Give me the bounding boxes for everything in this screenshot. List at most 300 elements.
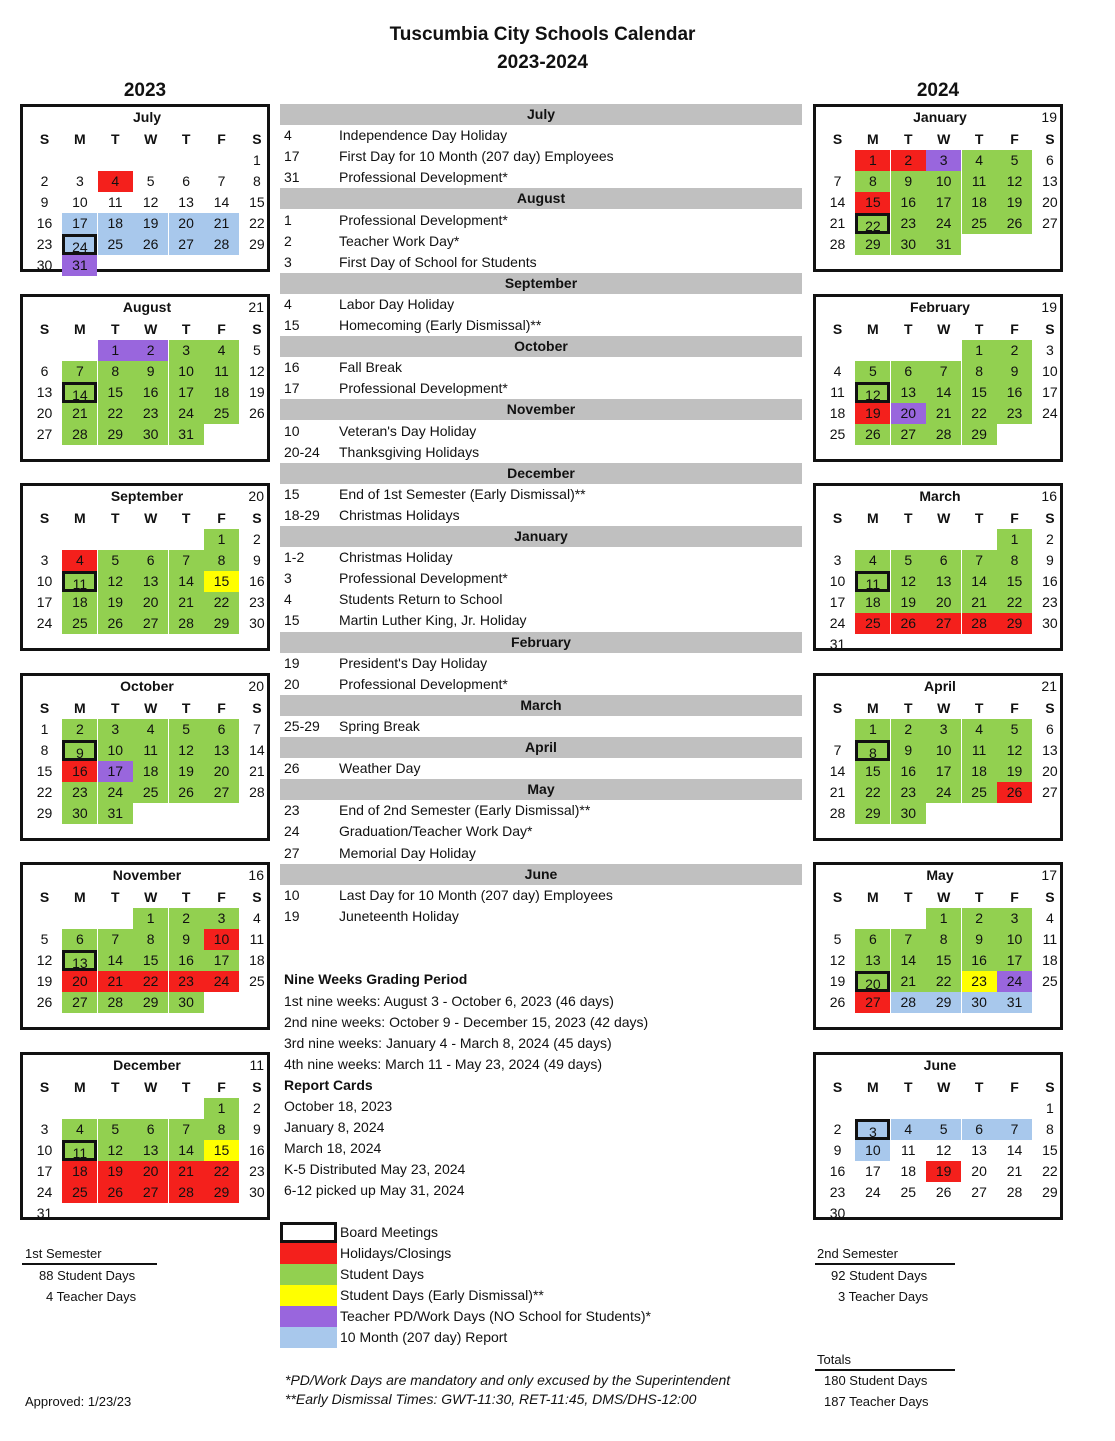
- calendar-day: 8: [98, 361, 133, 382]
- semester2-title: 2nd Semester: [817, 1246, 898, 1261]
- weekday-header: T: [974, 321, 984, 337]
- calendar-day: 3: [855, 1119, 890, 1140]
- event-row: [280, 210, 802, 231]
- event-date: 25-29: [284, 717, 320, 734]
- calendar-day: 6: [926, 550, 961, 571]
- month-name: February: [910, 299, 970, 315]
- event-date: 1: [284, 211, 292, 228]
- weekday-header: S: [39, 131, 50, 147]
- month-calendar-january: [813, 104, 1063, 272]
- event-month-header: September: [280, 273, 802, 294]
- calendar-day: 10: [829, 573, 846, 589]
- legend-label: Student Days: [340, 1266, 425, 1282]
- legend-swatch-pd: [280, 1306, 337, 1327]
- calendar-day: 11: [830, 384, 845, 400]
- calendar-day: 7: [169, 1119, 204, 1140]
- calendar-day: 7: [252, 721, 261, 737]
- weekday-header: M: [74, 1079, 86, 1095]
- calendar-day: 5: [40, 931, 49, 947]
- calendar-day: 26: [133, 234, 168, 255]
- calendar-day: 18: [204, 382, 239, 403]
- calendar-day: 18: [829, 405, 846, 421]
- calendar-day: 13: [891, 382, 926, 403]
- calendar-day: 11: [62, 1140, 97, 1161]
- calendar-day: 10: [997, 929, 1032, 950]
- weekday-header: M: [867, 700, 879, 716]
- calendar-day: 16: [891, 192, 926, 213]
- calendar-day: 31: [98, 803, 133, 824]
- calendar-day: 6: [133, 550, 168, 571]
- calendar-day: 1: [997, 529, 1032, 550]
- calendar-day: 17: [829, 594, 846, 610]
- weekday-header: F: [217, 131, 226, 147]
- weekday-header: F: [217, 700, 226, 716]
- weekday-header: F: [1010, 889, 1019, 905]
- weekday-header: T: [111, 1079, 120, 1095]
- month-calendar-december: [20, 1052, 270, 1220]
- month-calendar-june: [813, 1052, 1063, 1220]
- calendar-day: 4: [133, 719, 168, 740]
- month-name: May: [926, 867, 954, 883]
- calendar-day: 5: [252, 342, 261, 358]
- calendar-day: 19: [169, 761, 204, 782]
- event-description: Spring Break: [339, 717, 420, 734]
- event-description: Memorial Day Holiday: [339, 844, 476, 861]
- legend-label: 10 Month (207 day) Report: [340, 1329, 508, 1345]
- calendar-day: 14: [98, 950, 133, 971]
- calendar-day: 2: [133, 340, 168, 361]
- totals-teacher-days: 187 Teacher Days: [824, 1394, 929, 1409]
- calendar-day: 23: [891, 213, 926, 234]
- weekday-header: S: [1045, 1079, 1055, 1095]
- weekday-header: M: [74, 321, 86, 337]
- calendar-day: 14: [829, 194, 846, 210]
- month-name: October: [120, 678, 174, 694]
- event-date: 17: [284, 148, 300, 165]
- calendar-day: 9: [169, 929, 204, 950]
- weekday-header: F: [217, 889, 226, 905]
- calendar-day: 15: [855, 761, 890, 782]
- calendar-day: 23: [249, 1163, 265, 1179]
- weekday-header: S: [252, 321, 262, 337]
- event-date: 20: [284, 675, 300, 692]
- calendar-day: 21: [962, 592, 997, 613]
- calendar-day: 22: [204, 1161, 239, 1182]
- calendar-day: 8: [40, 742, 49, 758]
- calendar-day: 9: [997, 361, 1032, 382]
- calendar-day: 20: [62, 971, 97, 992]
- calendar-day: 13: [926, 571, 961, 592]
- calendar-day: 28: [1006, 1184, 1023, 1200]
- month-day-count: 17: [1041, 867, 1057, 883]
- calendar-day: 30: [962, 992, 997, 1013]
- event-date: 4: [284, 295, 292, 312]
- calendar-day: 16: [249, 1142, 265, 1158]
- event-date: 23: [284, 802, 300, 819]
- calendar-day: 14: [829, 763, 846, 779]
- month-calendar-october: [20, 673, 270, 841]
- calendar-day: 7: [217, 173, 226, 189]
- calendar-day: 12: [36, 952, 53, 968]
- event-date: 10: [284, 886, 300, 903]
- weekday-header: S: [832, 700, 843, 716]
- weekday-header: T: [904, 510, 913, 526]
- legend-swatch-report: [280, 1327, 337, 1348]
- month-name: April: [924, 678, 956, 694]
- weekday-header: S: [832, 510, 843, 526]
- totals-student-days: 180 Student Days: [824, 1373, 928, 1388]
- calendar-day: 29: [855, 234, 890, 255]
- event-description: First Day for 10 Month (207 day) Employees: [339, 148, 614, 165]
- report-cards-title: Report Cards: [284, 1077, 373, 1093]
- event-row: [280, 589, 802, 610]
- event-month-header: May: [280, 779, 802, 800]
- grading-line-3: 3rd nine weeks: January 4 - March 8, 2024 (45 days): [284, 1035, 612, 1051]
- calendar-day: 14: [62, 382, 97, 403]
- approved-date: Approved: 1/23/23: [25, 1394, 132, 1409]
- calendar-day: 18: [133, 761, 168, 782]
- calendar-day: 29: [204, 1182, 239, 1203]
- month-day-count: 20: [248, 488, 264, 504]
- grading-line-4: 4th nine weeks: March 11 - May 23, 2024 (49 days): [284, 1056, 603, 1072]
- calendar-day: 1: [855, 150, 890, 171]
- calendar-day: 24: [204, 971, 239, 992]
- calendar-day: 25: [62, 1182, 97, 1203]
- event-description: Christmas Holidays: [339, 506, 460, 523]
- calendar-day: 19: [997, 192, 1032, 213]
- legend-label: Board Meetings: [340, 1224, 439, 1240]
- calendar-day: 23: [829, 1184, 846, 1200]
- weekday-header: T: [974, 510, 984, 526]
- calendar-day: 15: [204, 1140, 239, 1161]
- month-calendar-april: [813, 673, 1063, 841]
- calendar-day: 19: [249, 384, 265, 400]
- calendar-day: 8: [1045, 1121, 1054, 1137]
- calendar-day: 29: [855, 803, 890, 824]
- calendar-day: 14: [891, 950, 926, 971]
- calendar-day: 29: [1042, 1184, 1058, 1200]
- legend-label: Teacher PD/Work Days (NO School for Students)*: [340, 1308, 651, 1324]
- event-description: Veteran's Day Holiday: [339, 422, 477, 439]
- calendar-day: 8: [926, 929, 961, 950]
- event-row: [280, 547, 802, 568]
- calendar-day: 16: [36, 215, 53, 231]
- weekday-header: T: [904, 1079, 913, 1095]
- calendar-day: 25: [900, 1184, 917, 1200]
- event-description: Labor Day Holiday: [339, 295, 455, 312]
- calendar-day: 2: [1045, 531, 1054, 547]
- event-description: End of 2nd Semester (Early Dismissal)**: [339, 802, 591, 819]
- weekday-header: T: [181, 1079, 191, 1095]
- event-date: 3: [284, 253, 292, 270]
- calendar-day: 18: [62, 1161, 97, 1182]
- calendar-day: 17: [926, 192, 961, 213]
- calendar-day: 6: [133, 1119, 168, 1140]
- event-date: 16: [284, 359, 300, 376]
- calendar-day: 1: [98, 340, 133, 361]
- calendar-day: 6: [204, 719, 239, 740]
- weekday-header: S: [252, 1079, 262, 1095]
- month-name: September: [110, 488, 184, 504]
- calendar-day: 15: [926, 950, 961, 971]
- calendar-day: 20: [1042, 763, 1058, 779]
- calendar-day: 30: [133, 424, 168, 445]
- calendar-day: 20: [133, 592, 168, 613]
- totals-title: Totals: [817, 1352, 851, 1367]
- calendar-day: 2: [252, 1100, 261, 1116]
- calendar-day: 28: [169, 613, 204, 634]
- calendar-day: 23: [249, 594, 265, 610]
- calendar-day: 30: [249, 615, 265, 631]
- event-description: First Day of School for Students: [339, 253, 537, 270]
- legend-swatch-holiday: [280, 1243, 337, 1264]
- calendar-day: 4: [62, 550, 97, 571]
- calendar-day: 19: [997, 761, 1032, 782]
- calendar-day: 29: [133, 992, 168, 1013]
- weekday-header: T: [974, 700, 984, 716]
- calendar-day: 30: [891, 803, 926, 824]
- semester1-title: 1st Semester: [25, 1246, 102, 1261]
- calendar-day: 12: [997, 740, 1032, 761]
- calendar-day: 25: [249, 973, 265, 989]
- calendar-day: 28: [829, 805, 846, 821]
- calendar-day: 26: [829, 994, 846, 1010]
- calendar-day: 28: [926, 424, 961, 445]
- calendar-day: 24: [1042, 405, 1058, 421]
- calendar-day: 10: [72, 194, 88, 210]
- calendar-day: 26: [935, 1184, 952, 1200]
- calendar-day: 7: [98, 929, 133, 950]
- event-description: Martin Luther King, Jr. Holiday: [339, 612, 527, 629]
- calendar-day: 21: [62, 403, 97, 424]
- calendar-day: 20: [204, 761, 239, 782]
- event-date: 19: [284, 654, 300, 671]
- calendar-day: 4: [252, 910, 261, 926]
- calendar-day: 1: [926, 908, 961, 929]
- semester1-teacher-days: 4 Teacher Days: [46, 1289, 137, 1304]
- calendar-day: 17: [98, 761, 133, 782]
- calendar-day: 27: [1042, 215, 1058, 231]
- calendar-day: 27: [971, 1184, 987, 1200]
- weekday-header: M: [74, 700, 86, 716]
- calendar-day: 6: [891, 361, 926, 382]
- event-month-header: January: [280, 526, 802, 547]
- calendar-day: 12: [142, 194, 159, 210]
- calendar-day: 12: [997, 171, 1032, 192]
- event-description: Thanksgiving Holidays: [339, 443, 480, 460]
- event-description: Weather Day: [339, 760, 421, 777]
- calendar-day: 23: [133, 403, 168, 424]
- weekday-header: S: [1045, 889, 1055, 905]
- calendar-day: 13: [1042, 742, 1058, 758]
- calendar-day: 26: [98, 613, 133, 634]
- calendar-day: 4: [962, 150, 997, 171]
- event-date: 27: [284, 844, 300, 861]
- calendar-day: 4: [855, 550, 890, 571]
- calendar-day: 9: [252, 552, 261, 568]
- calendar-day: 16: [169, 950, 204, 971]
- calendar-day: 5: [98, 550, 133, 571]
- calendar-day: 19: [98, 1161, 133, 1182]
- event-description: Students Return to School: [339, 591, 503, 608]
- month-day-count: 21: [248, 299, 264, 315]
- page-subtitle: 2023-2024: [497, 52, 588, 73]
- calendar-day: 5: [891, 550, 926, 571]
- calendar-day: 25: [962, 782, 997, 803]
- event-month-header: October: [280, 336, 802, 357]
- weekday-header: W: [937, 510, 951, 526]
- calendar-day: 26: [855, 424, 890, 445]
- calendar-day: 9: [62, 740, 97, 761]
- calendar-day: 17: [204, 950, 239, 971]
- calendar-day: 21: [829, 215, 846, 231]
- weekday-header: T: [111, 321, 120, 337]
- event-row: [280, 885, 802, 906]
- calendar-day: 10: [36, 1142, 53, 1158]
- calendar-day: 11: [204, 361, 239, 382]
- calendar-day: 12: [98, 571, 133, 592]
- calendar-day: 14: [169, 1140, 204, 1161]
- weekday-header: M: [867, 510, 879, 526]
- grading-title: Nine Weeks Grading Period: [284, 971, 468, 987]
- event-date: 31: [284, 169, 300, 186]
- calendar-day: 14: [926, 382, 961, 403]
- weekday-header: T: [111, 510, 120, 526]
- calendar-day: 22: [926, 971, 961, 992]
- weekday-header: T: [111, 889, 120, 905]
- weekday-header: S: [832, 131, 843, 147]
- calendar-day: 31: [169, 424, 204, 445]
- month-day-count: 20: [248, 678, 264, 694]
- weekday-header: F: [1010, 321, 1019, 337]
- calendar-day: 24: [62, 234, 97, 255]
- calendar-day: 13: [1042, 173, 1058, 189]
- calendar-day: 13: [855, 950, 890, 971]
- month-calendar-may: [813, 862, 1063, 1030]
- calendar-day: 26: [36, 994, 53, 1010]
- right-year-label: 2024: [916, 80, 960, 101]
- calendar-day: 10: [204, 929, 239, 950]
- calendar-day: 10: [169, 361, 204, 382]
- report-card-date-4: K-5 Distributed May 23, 2024: [284, 1161, 466, 1177]
- calendar-day: 8: [855, 171, 890, 192]
- calendar-day: 1: [204, 1098, 239, 1119]
- calendar-day: 18: [962, 192, 997, 213]
- calendar-day: 28: [62, 424, 97, 445]
- calendar-day: 6: [62, 929, 97, 950]
- calendar-day: 15: [962, 382, 997, 403]
- calendar-day: 8: [204, 1119, 239, 1140]
- calendar-day: 16: [962, 950, 997, 971]
- calendar-day: 31: [36, 1205, 53, 1221]
- weekday-header: T: [181, 510, 191, 526]
- weekday-header: S: [39, 321, 50, 337]
- calendar-day: 31: [62, 255, 97, 276]
- event-date: 3: [284, 570, 292, 587]
- weekday-header: S: [1045, 510, 1055, 526]
- calendar-day: 26: [997, 213, 1032, 234]
- event-description: Professional Development*: [339, 380, 508, 397]
- weekday-header: T: [904, 321, 913, 337]
- calendar-day: 20: [133, 1161, 168, 1182]
- calendar-day: 24: [865, 1184, 881, 1200]
- legend-label: Student Days (Early Dismissal)**: [340, 1287, 544, 1303]
- calendar-day: 24: [36, 1184, 53, 1200]
- weekday-header: M: [74, 510, 86, 526]
- calendar-day: 8: [252, 173, 261, 189]
- calendar-day: 28: [249, 784, 265, 800]
- calendar-day: 7: [833, 742, 842, 758]
- calendar-day: 27: [133, 613, 168, 634]
- calendar-day: 1: [133, 908, 168, 929]
- calendar-day: 29: [962, 424, 997, 445]
- calendar-day: 19: [133, 213, 168, 234]
- calendar-day: 15: [133, 950, 168, 971]
- calendar-day: 10: [36, 573, 53, 589]
- event-description: Christmas Holiday: [339, 549, 453, 566]
- weekday-header: F: [1010, 700, 1019, 716]
- calendar-day: 2: [252, 531, 261, 547]
- calendar-day: 28: [891, 992, 926, 1013]
- calendar-day: 12: [249, 363, 265, 379]
- calendar-day: 12: [829, 952, 846, 968]
- weekday-header: F: [1010, 131, 1019, 147]
- event-date: 4: [284, 127, 292, 144]
- calendar-day: 19: [891, 592, 926, 613]
- calendar-day: 1: [40, 721, 49, 737]
- calendar-day: 21: [926, 403, 961, 424]
- calendar-day: 4: [891, 1119, 926, 1140]
- calendar-day: 26: [249, 405, 265, 421]
- calendar-day: 6: [1045, 152, 1054, 168]
- calendar-day: 24: [829, 615, 846, 631]
- weekday-header: S: [252, 131, 262, 147]
- calendar-day: 16: [1042, 573, 1058, 589]
- calendar-day: 3: [169, 340, 204, 361]
- event-description: Professional Development*: [339, 211, 508, 228]
- calendar-day: 9: [891, 740, 926, 761]
- calendar-day: 2: [997, 340, 1032, 361]
- event-date: 4: [284, 591, 292, 608]
- calendar-day: 30: [1042, 615, 1058, 631]
- calendar-day: 1: [1045, 1100, 1054, 1116]
- calendar-day: 9: [1045, 552, 1054, 568]
- calendar-day: 15: [36, 763, 53, 779]
- calendar-day: 16: [133, 382, 168, 403]
- calendar-day: 7: [997, 1119, 1032, 1140]
- semester2-teacher-days: 3 Teacher Days: [838, 1289, 929, 1304]
- weekday-header: T: [181, 889, 191, 905]
- event-description: President's Day Holiday: [339, 654, 488, 671]
- calendar-day: 22: [36, 784, 53, 800]
- calendar-day: 22: [204, 592, 239, 613]
- calendar-day: 12: [169, 740, 204, 761]
- calendar-day: 15: [204, 571, 239, 592]
- calendar-day: 20: [1042, 194, 1058, 210]
- calendar-day: 28: [962, 613, 997, 634]
- calendar-day: 21: [169, 592, 204, 613]
- event-row: [280, 568, 802, 589]
- calendar-day: 27: [36, 426, 53, 442]
- calendar-day: 6: [855, 929, 890, 950]
- weekday-header: S: [1045, 321, 1055, 337]
- calendar-day: 23: [36, 236, 53, 252]
- month-name: March: [919, 488, 961, 504]
- month-name: January: [913, 109, 967, 125]
- weekday-header: T: [904, 889, 913, 905]
- weekday-header: M: [867, 131, 879, 147]
- weekday-header: S: [39, 889, 50, 905]
